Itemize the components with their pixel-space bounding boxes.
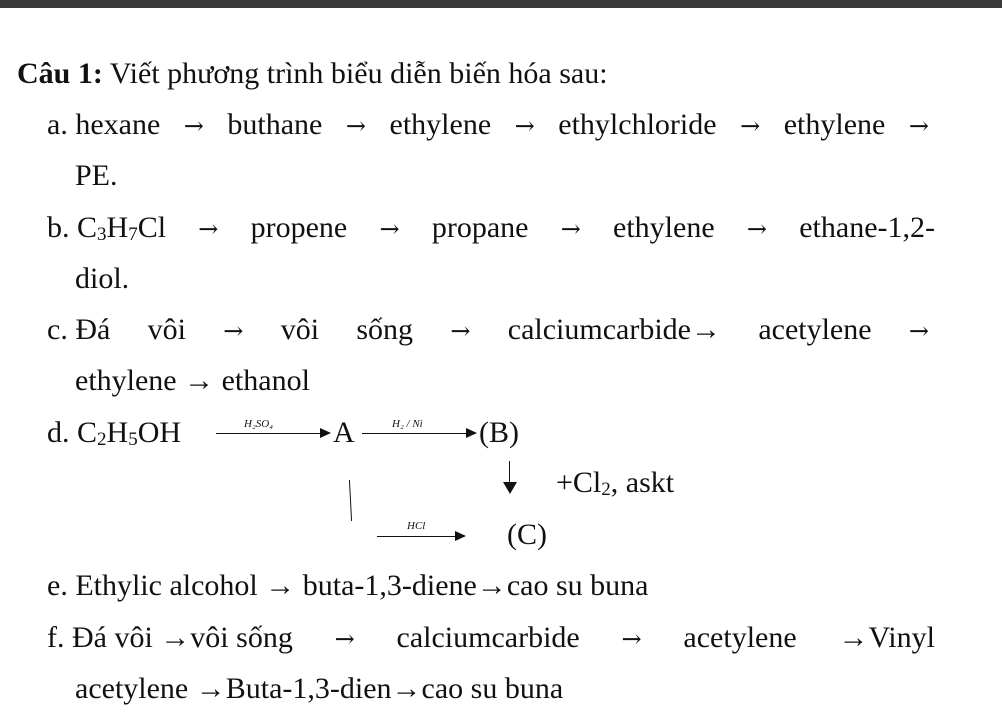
item-d-formula-c2h5oh: d. $C_2H_5OH$ [47, 416, 182, 450]
item-b-word: propene [250, 211, 348, 244]
item-c-line2: ethylene → ethanol [75, 364, 310, 397]
product-b: (B) [479, 416, 519, 449]
item-a-line1 [47, 107, 929, 144]
reaction-arrow: → [514, 112, 535, 140]
item-c-word: sống [356, 313, 414, 346]
reaction-arrow: → [450, 317, 471, 345]
reaction-arrow: → [334, 625, 355, 653]
reaction-arrow: → [198, 215, 219, 243]
product-c: (C) [507, 518, 547, 551]
reagent-h2so4: H₂SO₄ [244, 418, 274, 430]
reaction-arrow: → [908, 112, 929, 140]
item-f-word: calciumcarbide [396, 621, 580, 654]
reagent-hcl: HCl [407, 520, 426, 532]
item-f-word: →Vinyl [838, 621, 935, 654]
reaction-arrow: → [621, 625, 642, 653]
reaction-arrow-head [320, 428, 331, 438]
reaction-arrow: → [560, 215, 581, 243]
item-f-line1 [47, 620, 935, 657]
item-c-line1 [47, 312, 929, 349]
item-f-line2: acetylene →Buta-1,3-dien→cao su buna [75, 672, 564, 705]
chlorination-condition: $+Cl_2$, askt [556, 466, 675, 500]
reaction-arrow-shaft [377, 536, 457, 537]
item-c-word: acetylene [758, 313, 872, 346]
product-a: A [333, 416, 355, 449]
item-e-line: e. Ethylic alcohol → buta-1,3-diene→cao su buna [47, 569, 649, 602]
item-a-word: a. hexane [47, 108, 161, 141]
branch-line [349, 480, 352, 521]
item-f-word: f. Đá vôi →vôi sống [47, 621, 293, 654]
question-title [17, 56, 608, 92]
reaction-arrow: → [740, 112, 761, 140]
reaction-arrow-shaft [216, 433, 322, 434]
item-c-word: vôi [147, 313, 186, 346]
item-b-word: ethylene [613, 211, 715, 244]
reaction-arrow: → [379, 215, 400, 243]
item-b-word: propane [431, 211, 529, 244]
reagent-h2-ni: H₂ / Ni [392, 418, 423, 430]
reaction-arrow-head [466, 428, 477, 438]
item-a-word: ethylene [389, 108, 492, 141]
reaction-arrow-shaft [362, 433, 468, 434]
reaction-arrow: → [908, 317, 929, 345]
item-a-word: buthane [227, 108, 323, 141]
item-c-word: c. Đá [47, 313, 111, 346]
item-a-word: ethylene [783, 108, 886, 141]
item-b-line2: diol. [75, 262, 130, 295]
down-arrow-icon [503, 482, 517, 494]
reaction-arrow: → [345, 112, 366, 140]
item-a-line2: PE. [75, 159, 118, 192]
item-c-word: calciumcarbide→ [507, 313, 721, 346]
reaction-arrow: → [183, 112, 204, 140]
item-f-word: acetylene [683, 621, 797, 654]
reaction-arrow: → [223, 317, 244, 345]
reaction-arrow: → [746, 215, 767, 243]
formula-c3h7cl: b. $C_3H_7Cl$ [47, 211, 167, 245]
item-c-word: vôi [280, 313, 320, 346]
item-a-word: ethylchloride [558, 108, 717, 141]
down-arrow-shaft [509, 461, 510, 483]
question-number: Câu 1: [17, 57, 103, 90]
question-instruction: Viết phương trình biểu diễn biến hóa sau: [102, 57, 608, 90]
item-b-word: ethane-1,2- [799, 211, 935, 244]
item-b-line1 [47, 210, 935, 250]
reaction-arrow-head [455, 531, 466, 541]
